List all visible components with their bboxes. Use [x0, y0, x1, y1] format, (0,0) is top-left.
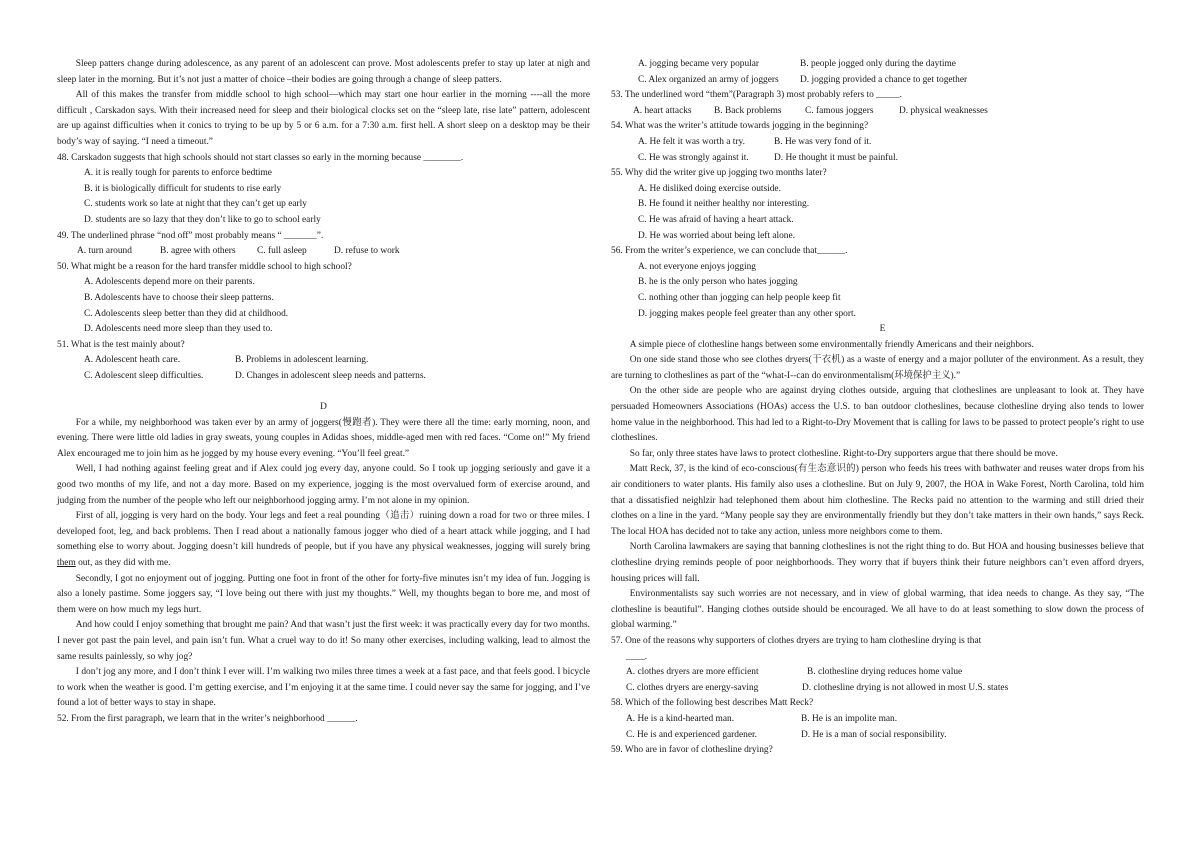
option-48d: D. students are so lazy that they don’t like to go to school early	[84, 214, 321, 225]
passage-d-paragraph-3: First of all, jogging is very hard on the body. Your legs and feet a real pounding（追击）ruining down a road for two or three miles. I developed foot, leg, and back problems. Then I read about a nationally famous jogger who died of a heart attack while jogging, and I had something else to worry about. Jogging doesn’t kill hundreds of people, but if you have any physical weaknesses, jogging will surely bring them out, as they did with me.	[57, 511, 590, 568]
option-52c: C. Alex organized an army of joggers	[638, 74, 779, 85]
section-heading-d: D	[320, 402, 327, 413]
option-52b: B. people jogged only during the daytime	[800, 59, 956, 69]
option-48c: C. students work so late at night that they can’t get up early	[84, 199, 307, 210]
question-49: 49. The underlined phrase “nod off” most probably means “ _______”.	[57, 230, 324, 241]
question-55: 55. Why did the writer give up jogging two months later?	[611, 168, 827, 179]
options-57-row2	[611, 681, 1144, 697]
question-58: 58. Which of the following best describes Matt Reck?	[611, 698, 814, 709]
option-57a: A. clothes dryers are more efficient	[626, 667, 759, 678]
passage-d-paragraph-4: Secondly, I got no enjoyment out of jogging. Putting one foot in front of the other for forty-five minutes isn’t my idea of fun. Jogging is also a lonely pastime. Some joggers say, “I love being out there with just my thoughts.” Well, my thoughts began to bore me, and most of them were on how much my legs hurt.	[57, 573, 590, 615]
option-55a: A. He disliked doing exercise outside.	[638, 183, 781, 194]
option-56a: A. not everyone enjoys jogging	[638, 261, 756, 272]
options-54-row1	[611, 135, 1144, 151]
options-53	[611, 104, 1144, 120]
option-52d: D. jogging provided a chance to get together	[800, 74, 968, 85]
option-54a: A. He felt it was worth a try.	[638, 136, 745, 147]
passage-e-paragraph-1: A simple piece of clothesline hangs between some environmentally friendly Americans and their neighbors.	[629, 339, 1034, 350]
question-54: 54. What was the writer’s attitude towards jogging in the beginning?	[611, 121, 869, 132]
options-57-row1	[611, 665, 1144, 681]
option-49d: D. refuse to work	[334, 246, 400, 257]
option-53a: A. heart attacks	[633, 105, 692, 116]
option-50d: D. Adolescents need more sleep than they used to.	[84, 324, 273, 335]
option-51b: B. Problems in adolescent learning.	[235, 355, 369, 366]
options-49	[57, 244, 590, 260]
question-57: 57. One of the reasons why supporters of clothes dryers are trying to ham clothesline drying is that	[611, 635, 982, 646]
question-48: 48. Carskadon suggests that high schools should not start classes so early in the morning because ________.	[57, 152, 464, 163]
options-58-row2	[611, 728, 1144, 744]
question-52: 52. From the first paragraph, we learn that in the writer’s neighborhood ______.	[57, 713, 358, 724]
options-52-row1	[611, 57, 1144, 73]
option-54b: B. He was very fond of it.	[774, 136, 872, 147]
option-58c: C. He is and experienced gardener.	[626, 729, 757, 740]
passage-e-paragraph-5: Matt Reck, 37, is the kind of eco-conscious(有生态意识的) person who feeds his trees with bathwater and reuses water drops from his air conditioners to water plants. His family also uses a clothesline. But on July 9, 2007, the HOA in Wake Forest, North Carolina, told him that a dissatisfied neighlzir had telephoned them about him clothesline. The Recks paid no attention to the warming and still dried their clothes on a line in the yard. “Many people say they are environmentally friendly but they don’t take matters in their own hands,” says Reck. The local HOA has decided not to take any action, unless more neighbors come to them.	[611, 464, 1144, 537]
option-58a: A. He is a kind-hearted man.	[626, 713, 735, 724]
option-58d: D. He is a man of social responsibility.	[801, 729, 947, 740]
passage-e-paragraph-2: On one side stand those who see clothes dryers(干衣机) as a waste of energy and a major polluter of the environment. As a result, they are turning to clotheslines as part of the “what-I--can do environmentalism(环境保护主义).”	[611, 355, 1144, 381]
passage-d-paragraph-2: Well, I had nothing against feeling great and if Alex could jog every day, anyone could. So I took up jogging seriously and gave it a good two months of my life, and not a day more. Based on my experience, jogging is the most overvalued form of exercise around, and judging from the number of the people who left our neighborhood jogging army. I’m not alone in my opinion.	[57, 464, 590, 506]
options-51-row1	[57, 353, 590, 369]
option-49a: A. turn around	[77, 246, 132, 257]
passage-c-paragraph-1: Sleep patters change during adolescence, as any parent of an adolescent can prove. Most adolescents prefer to stay up later at nigh and sleep later in the morning. But it’s not just a matter of choice –their bodies are going through a change of sleep patters.	[57, 59, 590, 85]
option-53d: D. physical weaknesses	[899, 105, 988, 116]
option-53c: C. famous joggers	[805, 105, 874, 116]
passage-e-paragraph-6: North Carolina lawmakers are saying that banning clotheslines is not the right thing to do. But HOA and housing businesses believe that clothesline drying reminds people of poor neighborhoods. They worry that if buyers think their future neighbors can’t even afford dryers, housing prices will fall.	[611, 542, 1144, 584]
option-48a: A. it is really tough for parents to enforce bedtime	[84, 168, 272, 179]
options-52-row2	[611, 73, 1144, 89]
option-53b: B. Back problems	[714, 105, 782, 116]
question-53: 53. The underlined word “them”(Paragraph 3) most probably refers to _____.	[611, 90, 902, 101]
option-55d: D. He was worried about being left alone.	[638, 230, 795, 241]
option-55b: B. He found it neither healthy nor interesting.	[638, 199, 810, 210]
options-58-row1	[611, 712, 1144, 728]
option-51a: A. Adolescent heath care.	[84, 355, 181, 366]
option-57c: C. clothes dryers are energy-saving	[626, 682, 759, 693]
passage-c-paragraph-2: All of this makes the transfer from middle school to high school—which may start one hour earlier in the morning ----all the more difficult , Carskadon says. With their increased need for sleep and their biological clocks set on the “sleep late, rise late” pattern, adolescent are up against difficulties when it conics to trying to be up by 5 or 6 a.m. for a 7:30 a.m. first hell. A short sleep on a desktop may be their body’s way of saying. “I need a timeout.”	[57, 90, 590, 147]
question-56: 56. From the writer’s experience, we can conclude that______.	[611, 246, 848, 257]
left-column	[57, 57, 590, 728]
option-57d: D. clothesline drying is not allowed in most U.S. states	[802, 682, 1009, 693]
question-51: 51. What is the test mainly about?	[57, 339, 185, 350]
section-heading-e: E	[879, 324, 886, 335]
option-51d: D. Changes in adolescent sleep needs and patterns.	[235, 370, 426, 381]
question-50: 50. What might be a reason for the hard transfer middle school to high school?	[57, 261, 352, 272]
option-56c: C. nothing other than jogging can help people keep fit	[638, 292, 841, 303]
passage-e-paragraph-4: So far, only three states have laws to protect clothesline. Right-to-Dry supporters argue that there should be move.	[629, 448, 1058, 459]
option-58b: B. He is an impolite man.	[801, 713, 898, 724]
passage-d-paragraph-6: I don’t jog any more, and I don’t think I ever will. I’m walking two miles three times a week at a fast pace, and that feels good. I bicycle to work when the weather is good. I’m getting exercise, and I’m enjoying it at the same time. I could never say the same for jogging, and I’ve found a lot of better ways to stay in shape.	[57, 667, 590, 709]
passage-d-paragraph-1: For a while, my neighborhood was taken ever by an army of joggers(慢跑者). They were there all the time: early morning, noon, and evening. There were little old ladies in gray sweats, young couples in Adidas shoes, middle-aged men with red faces. “Come on!” My friend Alex encouraged me to join him as he jogged by my house every evening. “You’ll feel great.”	[57, 417, 590, 459]
option-49c: C. full asleep	[257, 246, 307, 257]
right-column	[611, 57, 1144, 759]
option-57b: B. clothesline drying reduces home value	[807, 667, 963, 678]
option-49b: B. agree with others	[160, 246, 236, 257]
option-50b: B. Adolescents have to choose their sleep patterns.	[84, 292, 274, 303]
underlined-word-them: them	[57, 558, 76, 568]
passage-e-paragraph-7: Environmentalists say such worries are not necessary, and in view of global warming, that idea needs to change. As they say, “The clothesline is beautiful”. Hanging clothes outside should be encouraged. We all have to do at least something to slow down the process of global warming.”	[611, 589, 1144, 631]
option-50a: A. Adolescents depend more on their parents.	[84, 277, 255, 288]
option-56d: D. jogging makes people feel greater than any other sport.	[638, 308, 856, 319]
passage-e-paragraph-3: On the other side are people who are against drying clothes outside, arguing that clotheslines are unpleasant to look at. They have persuaded Homeowners Associations (HOAs) access the U.S. to ban outdoor clotheslines, because clothesline drying also tends to lower home value in the neighborhood. This had led to a Right-to-Dry Movement that is calling for laws to be passed to protect people’s right to use clotheslines.	[611, 386, 1144, 444]
option-52a: A. jogging became very popular	[638, 59, 760, 69]
option-55c: C. He was afraid of having a heart attack.	[638, 214, 794, 225]
question-59: 59. Who are in favor of clothesline drying?	[611, 745, 773, 756]
passage-d-paragraph-5: And how could I enjoy something that brought me pain? And that wasn’t just the first week: it was practically every day for two months. I never got past the pain level, and pain isn’t fun. What a cruel way to do it! So many other exercises, including walking, lead to almost the same results painlessly, so why jog?	[57, 620, 590, 662]
question-57-blank: ____.	[626, 651, 648, 662]
option-54c: C. He was strongly against it.	[638, 152, 749, 163]
options-51-row2	[57, 369, 590, 385]
option-48b: B. it is biologically difficult for students to rise early	[84, 183, 282, 194]
option-54d: D. He thought it must be painful.	[774, 152, 898, 163]
option-51c: C. Adolescent sleep difficulties.	[84, 370, 204, 381]
options-54-row2	[611, 151, 1144, 167]
option-56b: B. he is the only person who hates jogging	[638, 277, 798, 288]
option-50c: C. Adolescents sleep better than they did at childhood.	[84, 308, 289, 319]
